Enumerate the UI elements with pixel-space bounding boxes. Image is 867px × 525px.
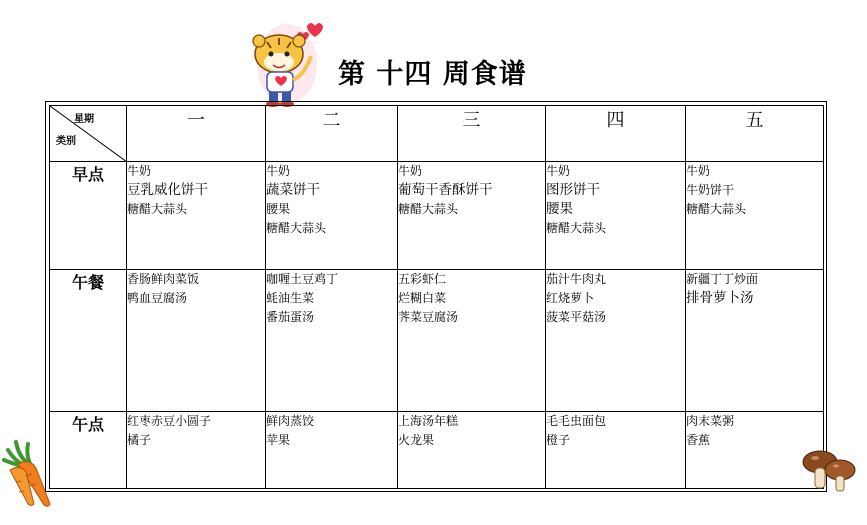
menu-item: 肉末菜粥	[686, 414, 735, 428]
menu-item: 鲜肉蒸饺	[266, 414, 315, 428]
menu-item: 排骨萝卜汤	[686, 290, 754, 306]
meal-label-lunch: 午餐	[50, 270, 127, 412]
menu-item: 火龙果	[398, 433, 435, 447]
day-header-5: 五	[686, 106, 824, 162]
menu-item: 毛毛虫面包	[546, 414, 607, 428]
menu-item: 糖醋大蒜头	[266, 221, 327, 235]
menu-cell	[127, 270, 266, 412]
day-header-3: 三	[398, 106, 546, 162]
menu-item: 腰果	[266, 202, 291, 216]
mushroom-icon	[800, 446, 858, 494]
menu-cell	[127, 162, 266, 270]
menu-item: 糖醋大蒜头	[546, 221, 607, 235]
menu-cell	[398, 412, 546, 489]
menu-item: 牛奶	[398, 164, 423, 178]
menu-cell	[398, 162, 546, 270]
menu-item: 新疆丁丁炒面	[686, 272, 759, 286]
weekday-label: 星期	[74, 114, 94, 125]
menu-item: 图形饼干	[546, 182, 600, 198]
meal-label-snack: 午点	[50, 412, 127, 489]
table-row-lunch	[50, 270, 824, 412]
menu-cell	[546, 412, 686, 489]
menu-item: 牛奶	[546, 164, 571, 178]
tiger-mascot-icon	[247, 14, 333, 108]
menu-cell	[686, 162, 824, 270]
menu-item: 葡萄干香酥饼干	[398, 182, 493, 198]
menu-item: 烂糊白菜	[398, 291, 447, 305]
menu-item: 蔬菜饼干	[266, 182, 320, 198]
menu-item: 上海汤年糕	[398, 414, 459, 428]
table-row-snack	[50, 412, 824, 489]
header-row	[50, 106, 824, 162]
menu-table	[49, 105, 824, 489]
menu-item: 番茄蛋汤	[266, 310, 315, 324]
menu-cell	[266, 412, 398, 489]
category-label: 类别	[56, 136, 76, 147]
menu-cell	[546, 162, 686, 270]
menu-item: 红烧萝卜	[546, 291, 595, 305]
menu-cell	[266, 270, 398, 412]
menu-cell	[546, 270, 686, 412]
menu-item: 香肠鲜肉菜饭	[127, 272, 200, 286]
menu-item: 橙子	[546, 433, 571, 447]
menu-cell	[266, 162, 398, 270]
table-row-breakfast	[50, 162, 824, 270]
menu-item: 橘子	[127, 433, 152, 447]
carrot-icon	[0, 438, 60, 508]
menu-cell	[686, 270, 824, 412]
menu-item: 牛奶	[127, 164, 152, 178]
menu-item: 五彩虾仁	[398, 272, 447, 286]
menu-item: 苹果	[266, 433, 291, 447]
menu-item: 糖醋大蒜头	[398, 202, 459, 216]
meal-label-breakfast: 早点	[50, 162, 127, 270]
corner-header-cell	[50, 106, 127, 162]
menu-item: 咖喱土豆鸡丁	[266, 272, 339, 286]
menu-item: 香蕉	[686, 433, 711, 447]
menu-item: 糖醋大蒜头	[127, 202, 188, 216]
page-title: 第 十四 周食谱	[338, 59, 527, 90]
menu-item: 蚝油生菜	[266, 291, 315, 305]
menu-item: 糖醋大蒜头	[686, 202, 747, 216]
menu-cell	[127, 412, 266, 489]
menu-item: 红枣赤豆小圆子	[127, 414, 212, 428]
menu-item: 牛奶饼干	[686, 183, 735, 197]
menu-item: 茄汁牛肉丸	[546, 272, 607, 286]
menu-item: 荠菜豆腐汤	[398, 310, 459, 324]
menu-item: 牛奶	[686, 164, 711, 178]
day-header-4: 四	[546, 106, 686, 162]
menu-item: 腰果	[546, 201, 573, 217]
menu-item: 菠菜平菇汤	[546, 310, 607, 324]
day-header-2: 二	[266, 106, 398, 162]
menu-cell	[398, 270, 546, 412]
menu-item: 豆乳威化饼干	[127, 182, 208, 198]
menu-item: 鸭血豆腐汤	[127, 291, 188, 305]
menu-item: 牛奶	[266, 164, 291, 178]
day-header-1: 一	[127, 106, 266, 162]
